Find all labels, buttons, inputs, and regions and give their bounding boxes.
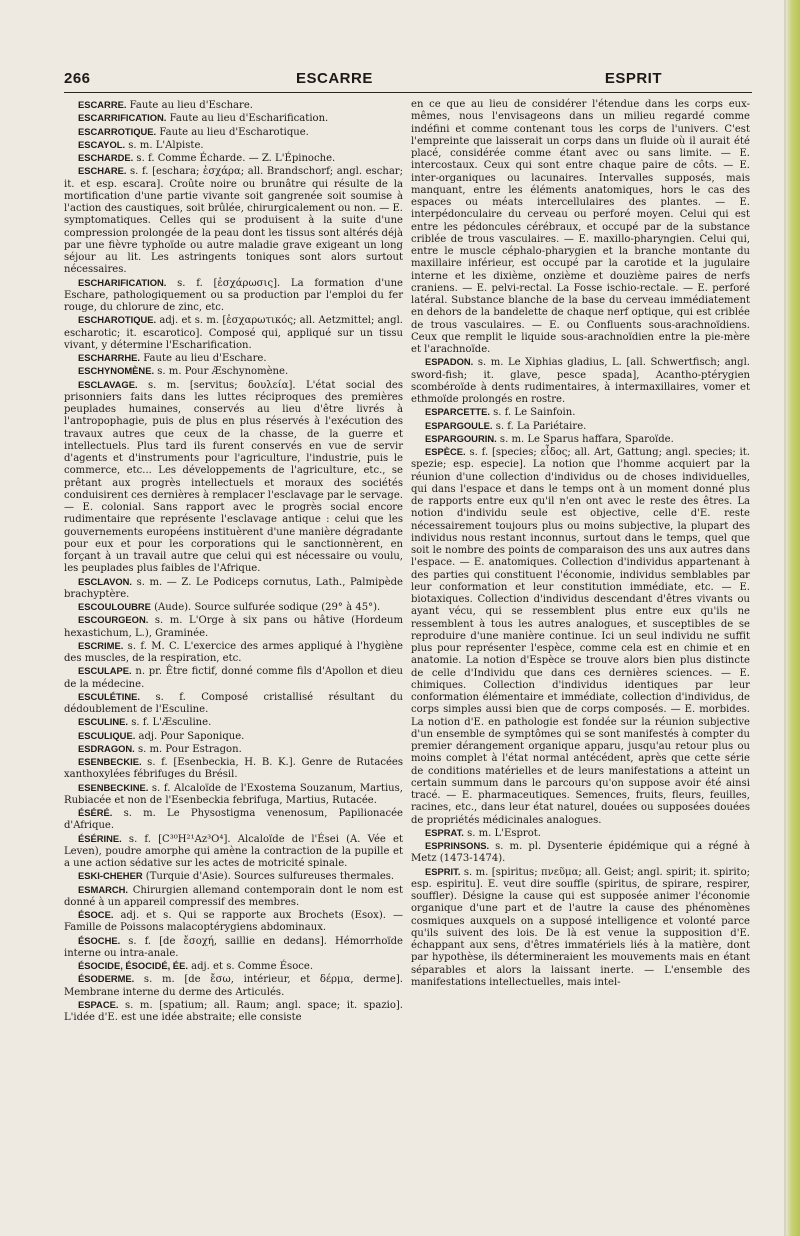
dictionary-entry xyxy=(64,884,403,910)
dictionary-entry xyxy=(64,352,403,365)
entry-definition: s. f. [de ἔσοχή, saillie en dedans]. Hémorrhoïde interne ou intra-anale. xyxy=(64,935,403,959)
dictionary-entry xyxy=(64,126,403,139)
entry-definition: s. f. [C³⁰H²¹Az³O⁴]. Alcaloïde de l'Ései (A. Vée et Leven), poudre amorphe qui amène la contraction de la pupille et a une action sédative sur les actes de motricité spinale. xyxy=(64,833,403,869)
entry-definition: s. m. Pour Estragon. xyxy=(134,743,242,755)
right-column xyxy=(411,99,750,989)
dictionary-entry xyxy=(64,99,403,112)
entry-definition: s. f. Composé cristallisé résultant du dédoublement de l'Esculine. xyxy=(64,691,403,715)
dictionary-entry xyxy=(64,743,403,756)
dictionary-entry xyxy=(411,356,750,406)
entry-headword: ESCAYOL. xyxy=(78,138,126,150)
dictionary-entry xyxy=(411,827,750,840)
entry-definition: s. m. L'Orge à six pans ou hâtive (Hordeum hexastichum, L.), Graminée. xyxy=(64,615,403,639)
left-column xyxy=(64,99,403,1024)
entry-headword: ESPACE. xyxy=(78,998,119,1010)
entry-headword: ESDRAGON. xyxy=(78,742,135,754)
entry-headword: ESCULINE. xyxy=(78,716,129,728)
dictionary-entry xyxy=(64,730,403,743)
entry-headword: ESMARCH. xyxy=(78,883,129,895)
header-right-word: ESPRIT xyxy=(604,70,662,87)
header-rule xyxy=(64,92,752,93)
entry-definition: s. m. [servitus; δουλεία]. L'état social des prisonniers faits dans les luttes réciproques des premières peuplades humaines, conservés au lieu d'être livrés à l'antropophagie, puis de plus en plus réservés à l'exécution des travaux autres que ceux de la chasse, de la guerre et intellectuels. Plus tard ils furent conservés en vue de servir d'agents et d'instruments pour l'agriculture, l'industrie, puis le commerce, etc... Les développements de l'agriculture, etc., se prêtant aux progrès intellectuels et moraux des sociétés conduisirent ces dernières à remplacer l'esclavage par le servage. — E. colonial. Sans rapport avec le progrès social encore rudimentaire que représente l'esclavage antique : celui que les gouvernements européens instituèrent d'une manière dégradante pour eux et pour les corporations qui le sanctionnèrent, en forçant à un travail autre que celui qui est nécessaire ou voulu, les peuplades plus faibles de l'Afrique. xyxy=(64,379,403,575)
entry-headword: ESCHYNOMÈNE. xyxy=(78,365,155,377)
dictionary-entry xyxy=(411,840,750,866)
dictionary-entry xyxy=(64,314,403,352)
entry-headword: ESCHAROTIQUE. xyxy=(78,314,157,326)
dictionary-entry xyxy=(64,139,403,152)
entry-definition: s. f. [Esenbeckia, H. B. K.]. Genre de Rutacées xanthoxylées fébrifuges du Brésil. xyxy=(64,757,403,781)
entry-definition: Faute au lieu d'Eschare. xyxy=(126,100,253,111)
entry-definition: s. m. pl. Dysenterie épidémique qui a régné à Metz (1473-1474). xyxy=(411,841,750,865)
dictionary-entry xyxy=(64,365,403,378)
entry-definition: s. f. Comme Écharde. — Z. L'Épinoche. xyxy=(133,153,336,164)
entry-definition: adj. et s. Qui se rapporte aux Brochets (Esox). — Famille de Poissons malacoptérygiens abdominaux. xyxy=(64,910,403,934)
entry-headword: ÉSÉRÉ. xyxy=(78,807,113,818)
entry-definition: s. m. [spatium; all. Raum; angl. space; it. spazio]. L'idée d'E. est une idée abstraite; elle consiste xyxy=(64,999,403,1023)
dictionary-entry xyxy=(64,601,403,614)
entry-headword: ESCARRE. xyxy=(78,99,127,110)
dictionary-entry xyxy=(64,960,403,973)
entry-headword: ESPARGOURIN. xyxy=(425,432,497,444)
dictionary-entry xyxy=(64,277,403,315)
entry-definition: s. f. [species; εἶδος; all. Art, Gattung; angl. species; it. spezie; esp. especie]. La notion que l'homme acquiert par la réunion d'une collection d'individus ou de choses individuelles, qui dans l'espace et dans le temps ont à un moment donné plus de rapports entre eux qu'il n'en ont avec le reste des êtres. La notion d'individu seule est objective, celle d'E. reste nécessairement toujours plus ou moins subjective, la plupart des individus nous restant inconnus, surtout dans le temps, quel que soit le nombre des points de comparaison des uns aux autres dans l'espace. — E. anatomiques. Collection d'individus appartenant à des parties qui constituent l'économie, individus semblables par leur conformation et leur constitution immédiate, etc. — E. biotaxiques. Collection d'individus descendant d'êtres vivants ou ayant vécu, qui se ressemblent plus entre eux qu'ils ne ressemblent à tous les autres analogues, et susceptibles de se reproduire d'une manière continue. Ici un seul individu ne suffit plus pour représenter l'espèce, comme cela est en chimie et en anatomie. La notion d'Espèce se trouve alors bien plus distincte de celle d'Individu que dans ces dernières sciences. — E. chimiques. Collection d'individus identiques par leur conformation élémentaire et immédiate, collection d'individus, de corps simples aussi bien que de corps composés. — E. morbides. La notion d'E. en pathologie est fondée sur la réunion subjective d'un ensemble de symptômes qui se sont manifestés à compter du premier dérangement organique apparu, jusqu'au retour plus ou moins complet à l'état normal antécédent, après que cette série de conditions matérielles et de leurs manifestations a atteint un certain summum dans le parcours qu'on suppose avoir été ainsi tracé. — E. pharmaceutiques. Semences, fruits, fleurs, feuilles, racines, etc., dans leur état naturel, douées ou supposées douées de propriétés médicinales analogues. xyxy=(411,447,750,826)
dictionary-entry xyxy=(64,665,403,691)
entry-headword: ESCARROTIQUE. xyxy=(78,125,157,137)
entry-definition: s. m. Pour Æschynomène. xyxy=(154,366,289,378)
entry-headword: ESPÈCE. xyxy=(425,446,466,457)
entry-definition: s. m. L'Alpiste. xyxy=(125,139,204,151)
entry-headword: ESCOULOUBRE xyxy=(78,601,151,612)
entry-headword: ESCOURGEON. xyxy=(78,614,149,626)
dictionary-entry xyxy=(64,165,403,276)
entry-definition: n. pr. Être fictif, donné comme fils d'Apollon et dieu de la médecine. xyxy=(64,666,403,690)
entry-headword: ESCHARE. xyxy=(78,165,127,177)
entry-definition: s. m. Le Sparus haffara, Sparoïde. xyxy=(496,433,674,445)
entry-headword: ESCULÉTINE. xyxy=(78,690,140,702)
dictionary-entry xyxy=(64,807,403,833)
entry-headword: ESCLAVAGE. xyxy=(78,378,138,390)
entry-headword: ESCHARRHE. xyxy=(78,352,140,363)
page-edge xyxy=(786,0,800,1236)
entry-headword: ESPRINSONS. xyxy=(425,840,490,851)
entry-definition: s. f. M. C. L'exercice des armes appliqué à l'hygiène des muscles, de la respiration, etc. xyxy=(64,640,403,664)
dictionary-entry xyxy=(64,112,403,125)
entry-definition: s. m. Le Physostigma venenosum, Papilionacée d'Afrique. xyxy=(64,808,403,832)
entry-definition: adj. Pour Saponique. xyxy=(135,730,245,742)
entry-definition: Faute au lieu d'Escharotique. xyxy=(156,126,309,138)
entry-definition: adj. et s. Comme Ésoce. xyxy=(187,961,314,972)
dictionary-entry xyxy=(64,691,403,717)
dictionary-entry xyxy=(64,973,403,999)
dictionary-entry xyxy=(64,999,403,1025)
entry-definition: (Aude). Source sulfurée sodique (29° à 45°). xyxy=(150,602,381,613)
entry-headword: ÉSÉRINE. xyxy=(78,832,122,844)
entry-definition: en ce que au lieu de considérer l'étendue dans les corps eux-mêmes, nous l'envisageons dans un milieu regardé comme indéfini et comme contenant tous les corps de l'univers. C'est l'empreinte que laisserait un corps dans un fluide où il aurait été placé, considérée comme étant avec ou sans limite. — E. intercostaux. Ceux qui sont entre chaque paire de côts. — E. inter-organiques ou lacunaires. Intervalles supposés, mais manquant, entre les éléments anatomiques, hors le cas des espaces ou méats intercellulaires des plantes. — E. interpédonculaire du cerveau ou perforé moyen. Celui qui est entre les pédoncules cérébraux, et occupé par de la substance criblée de trous vasculaires. — E. maxillo-pharyngien. Celui qui, entre le muscle céphalo-pharygien et la branche montante du maxillaire inférieur, est occupé par la carotide et la jugulaire interne et les dixième, onzième et douzième paires de nerfs craniens. — E. pelvi-rectal. La Fosse ischio-rectale. — E. perforé latéral. Substance blanche de la base du cerveau immédiatement en dehors de la bandelette de chaque nerf optique, qui est criblée de trous vasculaires. — E. ou Confluents sous-arachnoïdiens. Ceux que remplit le liquide sous-arachnoïdien entre la pie-mère et l'arachnoïde. xyxy=(411,99,750,355)
dictionary-entry xyxy=(411,433,750,446)
entry-definition: s. m. L'Esprot. xyxy=(463,827,541,839)
entry-headword: ESPRAT. xyxy=(425,826,464,838)
dictionary-entry xyxy=(411,446,750,827)
entry-headword: ESCHARIFICATION. xyxy=(78,276,167,288)
entry-headword: ESPADON. xyxy=(425,356,474,368)
header-left-word: ESCARRE xyxy=(296,70,373,87)
entry-headword: ESENBECKINE. xyxy=(78,781,149,793)
entry-headword: ESCARRIFICATION. xyxy=(78,112,167,124)
running-header xyxy=(64,70,754,94)
entry-definition: adj. et s. m. [ἐσχαρωτικός; all. Aetzmittel; angl. escharotic; it. escarotico]. Composé qui, appliqué sur un tissu vivant, y détermine l'Escharification. xyxy=(64,315,403,351)
entry-headword: ÉSOCIDE, ÉSOCIDÉ, ÉE. xyxy=(78,960,188,971)
dictionary-entry xyxy=(64,909,403,935)
entry-definition: s. m. [de ἔσω, intérieur, et δέρμα, derme]. Membrane interne du derme des Articulés. xyxy=(64,974,403,998)
entry-headword: ESCHARDE. xyxy=(78,152,134,163)
entry-definition: Faute au lieu d'Escharification. xyxy=(166,113,329,125)
entry-definition: s. m. [spiritus; πνεῦμα; all. Geist; angl. spirit; it. spirito; esp. espiritu]. E. veut dire souffle (spiritus, de spirare, respirer, souffler). Désigne la cause qui est supposée animer l'économie organique d'une part et de l'autre la cause des phénomènes cosmiques auxquels on a supposé intelligence et volonté parce qu'ils suivent des lois. De là est venue la supposition d'E. échappant aux sens, d'êtres immatériels liés à la matière, dont par hypothèse, ils détermineraient les mouvements mais en étant séparables et alors la laissant inerte. — L'ensemble des manifestations intellectuelles, mais intel- xyxy=(411,866,750,988)
dictionary-entry xyxy=(411,420,750,433)
entry-definition: s. f. Le Sainfoin. xyxy=(489,407,576,419)
entry-definition: s. f. [ἐσχάρωσις]. La formation d'une Eschare, pathologiquement ou sa production par l'emploi du fer rouge, du chlorure de zinc, etc. xyxy=(64,277,403,313)
entry-definition: Chirurgien allemand contemporain dont le nom est donné à un appareil compressif des membres. xyxy=(64,884,403,908)
dictionary-entry xyxy=(64,935,403,961)
entry-definition: Faute au lieu d'Eschare. xyxy=(140,353,267,364)
entry-headword: ÉSODERME. xyxy=(78,973,135,985)
entry-headword: ÉSOCHE. xyxy=(78,934,121,946)
entry-headword: ESKI-CHEHER xyxy=(78,870,143,882)
entry-headword: ESENBECKIE. xyxy=(78,756,142,767)
dictionary-entry xyxy=(64,782,403,808)
dictionary-entry xyxy=(64,716,403,729)
entry-definition: s. f. L'Æsculine. xyxy=(128,717,212,729)
dictionary-entry xyxy=(411,99,750,356)
entry-headword: ESPARCETTE. xyxy=(425,406,490,418)
entry-definition: s. f. Alcaloïde de l'Exostema Souzanum, Martius, Rubiacée et non de l'Esenbeckia febrifuga, Martius, Rutacée. xyxy=(64,782,403,806)
entry-definition: s. m. — Z. Le Podiceps cornutus, Lath., Palmipède brachyptère. xyxy=(64,576,403,600)
dictionary-entry xyxy=(64,379,403,576)
entry-headword: ESPARGOULE. xyxy=(425,419,493,431)
entry-headword: ESPRIT. xyxy=(425,865,461,877)
entry-headword: ESCULIQUE. xyxy=(78,729,136,741)
dictionary-entry xyxy=(411,866,750,990)
dictionary-entry xyxy=(64,614,403,640)
entry-headword: ESCULAPE. xyxy=(78,665,132,677)
entry-headword: ESCRIME. xyxy=(78,639,124,651)
dictionary-entry xyxy=(64,833,403,871)
dictionary-entry xyxy=(64,870,403,883)
dictionary-entry xyxy=(64,576,403,602)
page-number: 266 xyxy=(64,70,91,87)
entry-definition: (Turquie d'Asie). Sources sulfureuses thermales. xyxy=(142,871,395,883)
entry-definition: s. f. [eschara; ἐσχάρα; all. Brandschorf; angl. eschar; it. et esp. escara]. Croûte noire ou brunâtre qui résulte de la mortification d'une partie vivante soit gangrenée soit soumise à l'action des caustiques, soit brûlée, chirurgicalement ou non. — E. symptomatiques. Celles qui se produisent à la suite d'une compression prolongée de la peau dont les tissus sont altérés déjà par une fièvre typhoïde ou autre maladie grave exigeant un long séjour au lit. Les astringents toniques sont alors surtout nécessaires. xyxy=(64,166,403,276)
dictionary-entry xyxy=(64,756,403,782)
entry-headword: ÉSOCE. xyxy=(78,909,114,920)
dictionary-entry xyxy=(64,640,403,666)
entry-definition: s. m. Le Xiphias gladius, L. [all. Schwertfisch; angl. sword-fish; it. glave, pesce spada], Acantho-ptérygien scombéroïde à dents rudimentaires, à intermaxillaires, vomer et ethmoïde prolongés en rostre. xyxy=(411,357,750,405)
dictionary-entry xyxy=(411,406,750,419)
entry-definition: s. f. La Pariétaire. xyxy=(492,420,587,432)
entry-headword: ESCLAVON. xyxy=(78,575,132,587)
dictionary-entry xyxy=(64,152,403,165)
